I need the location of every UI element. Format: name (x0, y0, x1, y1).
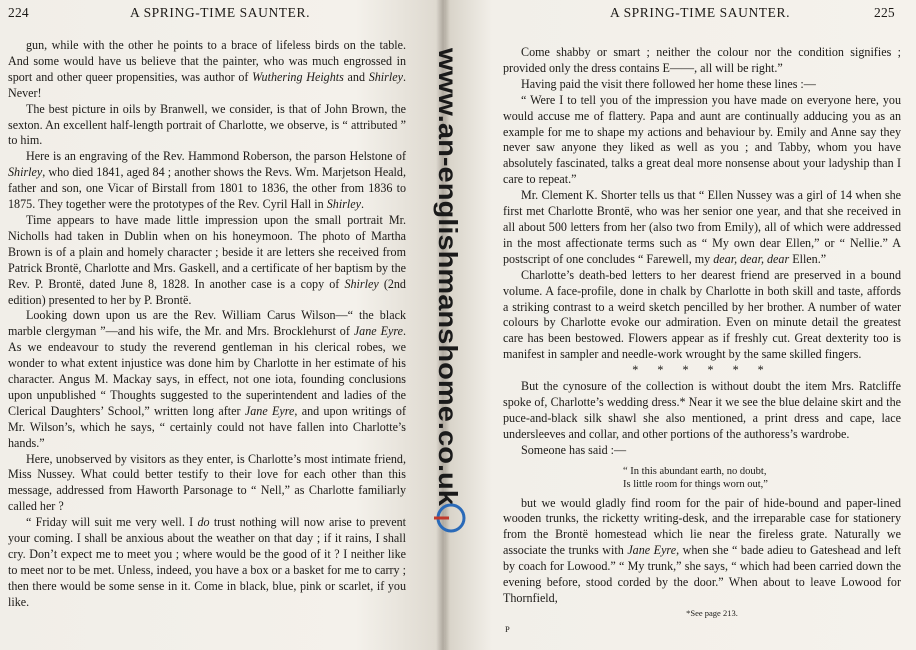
italic-title: Shirley (326, 197, 361, 212)
signature-mark: P (505, 623, 510, 634)
text-run: , when she “ bade adieu to Gateshead and left by coach for Lowood.” “ My trunk,” she says, “ which had been carried down the evening before, stood corded by the door.” When about to leave Lowood for Thornfield, (503, 543, 901, 605)
italic-title: Jane Eyre (244, 403, 295, 418)
text-run: “ Were I to tell you of the impression you have made on everyone here, you would accuse me of flattery. Papa and aunt are continually adducing you as an example for me to shape my actions and behaviour by. Emily and Anne say they never saw anyone they liked as well as you ; and Tabby, whom you have absolutely fascinated, talks a great deal more nonsense about your ladyship than I care to repeat.” (503, 92, 901, 187)
paragraph (8, 452, 406, 516)
paragraph (503, 379, 901, 443)
text-run: Come shabby or smart ; neither the colour nor the condition signifies ; provided only the dress contains E——, all will be right.” (503, 45, 901, 75)
paragraph (8, 102, 406, 150)
text-run: . As we endeavour to study the reverend gentleman in his clerical robes, we wonder to what extent injustice was done him by Charlotte in her estimate of his character. Angus M. Mackay says, in effect, not one iota, founding conclusions upon unpublished “ Thoughts suggested to the superintendent and ladies of the Clerical Daughters’ School,” written long after (8, 324, 407, 418)
text-run: The best picture in oils by Branwell, we consider, is that of John Brown, the sexton. An excellent half-length portrait of Charlotte, we observe, is “ attributed ” to him. (8, 101, 406, 148)
paragraph (503, 45, 901, 77)
text-run: (2nd edition) presented to her by P. Brontë. (8, 276, 406, 307)
italic-title: Jane Eyre (353, 324, 403, 339)
italic-title: Shirley (344, 276, 379, 291)
text-run: Looking down upon us are the Rev. William Carus Wilson—“ the black marble clergyman ”—and his wife, the Mr. and Mrs. Brocklehurst of (8, 308, 406, 339)
text-run: Mr. Clement K. Shorter tells us that “ Ellen Nussey was a girl of 14 when she first met Charlotte Brontë, who was her senior one year, and that she received in all about 500 letters from her (also two from Emily), all of which were addressed in the most affectionate terms such as “ My own dear Ellen,” or “ Nellie.” A postscript of one concludes “ Farewell, my (503, 188, 901, 266)
text-run: , and upon writings of Mr. Wilson’s, which he says, “ certainly could not have fallen into Charlotte’s hands.” (8, 403, 407, 450)
text-run: Here, unobserved by visitors as they enter, is Charlotte’s most intimate friend, Miss Nussey. What could better testify to their love for each other than this message, addressed from Haworth Parsonage to “ Nell,” as Charlotte familiarly called her ? (8, 451, 406, 514)
text-run: Here is an engraving of the Rev. Hammond Roberson, the parson Helstone of (26, 149, 406, 164)
watermark-url (430, 48, 464, 508)
text-run: trust nothing will now arise to prevent your coming. I shall be anxious about the weather on that day ; if it rains, I shall cry. Don’t expect me to meet you ; where would be the good of it ? I neither like to meet nor to be met. Unless, indeed, you have a box or a basket for me to carry ; then there would be some sense in it. Come in black, blue, pink or scarlet, if you like. (8, 515, 406, 609)
right-page (445, 0, 916, 650)
text-run: and (343, 69, 369, 84)
text-run: Time appears to have made little impression upon the small portrait Mr. Nicholls had taken in Dublin when on his honeymoon. The photo of Martha Brown is of a plain and homely character ; beside it are letters she received from Patrick Brontë, Charlotte and Mrs. Gaskell, and a certificate of her baptism by the Rev. P. Brontë, dated June 8, 1828. In another case is a copy of (8, 212, 406, 291)
right-page-number: 225 (874, 5, 895, 20)
text-run: , who died 1841, aged 84 ; another shows the Revs. Wm. Marjetson Heald, father and son, one Vicar of Birstall from 1801 to 1836, the other from 1836 to 1875. They together were the prototypes of the Rev. Cyril Hall in (8, 165, 406, 212)
text-run: . (361, 197, 365, 212)
text-run: . Never! (8, 69, 406, 100)
right-running-head: A SPRING-TIME SAUNTER. (610, 5, 791, 20)
verse-line: Is little room for things worn out,” (623, 478, 768, 490)
text-run: but we would gladly find room for the pair of hide-bound and paper-lined wooden trunks, the ricketty writing-desk, and the irreparable case for stationery from the Brontë homestead which lie near the fireless grate. Naturally we associate the trunks with (503, 495, 901, 558)
footnote: *See page 213. (686, 607, 738, 618)
text-run: Someone has said :— (521, 442, 627, 457)
paragraph (503, 443, 901, 459)
paragraph (503, 93, 901, 188)
text-run: Charlotte’s death-bed letters to her dearest friend are preserved in a bound volume. A face-profile, done in chalk by Charlotte in both skill and taste, affords a striking contrast to a weird sketch pencilled by her brother. A number of water colours by Charlotte evoke our admiration. Even on minute detail the greatest care has been bestowed. Flowers appear as if freshly cut. Great dexterity too is manifest in sampler and needle-work wrought by the same skilled fingers. (503, 267, 901, 362)
left-page (0, 0, 445, 650)
italic-title: Wuthering Heights (252, 69, 344, 84)
text-run: Ellen.” (789, 251, 827, 266)
left-running-head: A SPRING-TIME SAUNTER. (130, 5, 311, 20)
italic-title: dear, dear, dear (713, 251, 790, 266)
verse-line: “ In this abundant earth, no doubt, (623, 465, 767, 477)
italic-title: Shirley (368, 69, 403, 84)
text-run: gun, while with the other he points to a brace of lifeless birds on the table. And some would have us believe that the painter, who was much engrossed in sport and other queer propensities, was author of (8, 38, 406, 84)
paragraph (503, 77, 901, 93)
italic-title: do (197, 515, 210, 530)
left-page-number: 224 (8, 5, 29, 20)
italic-title: Jane Eyre (627, 543, 677, 558)
paragraph (8, 213, 406, 308)
watermark-logo-icon (431, 498, 471, 538)
text-run: Having paid the visit there followed her home these lines :— (521, 76, 816, 91)
paragraph (503, 188, 901, 268)
right-page-text (503, 45, 901, 635)
paragraph (8, 149, 406, 213)
paragraph (8, 38, 406, 102)
left-page-text (8, 38, 406, 611)
verse-quote (623, 465, 901, 491)
paragraph (503, 268, 901, 363)
text-run: But the cynosure of the collection is without doubt the item Mrs. Ratcliffe spoke of, Charlotte’s wedding dress.* Near it we see the blue delaine skirt and the puce-and-black silk shawl she also mentioned, a print dress and cape, lace undersleeves and collar, and other portions of the authoress’s wardrobe. (503, 379, 901, 441)
text-run: “ Friday will suit me very well. I (26, 515, 198, 530)
italic-title: Shirley (8, 165, 43, 180)
paragraph (8, 515, 406, 610)
paragraph (503, 496, 901, 607)
section-break-asterisks: * * * * * * (632, 363, 772, 378)
paragraph (8, 308, 406, 451)
watermark-text: www.an-englishmanshome.co.uk (433, 48, 463, 458)
